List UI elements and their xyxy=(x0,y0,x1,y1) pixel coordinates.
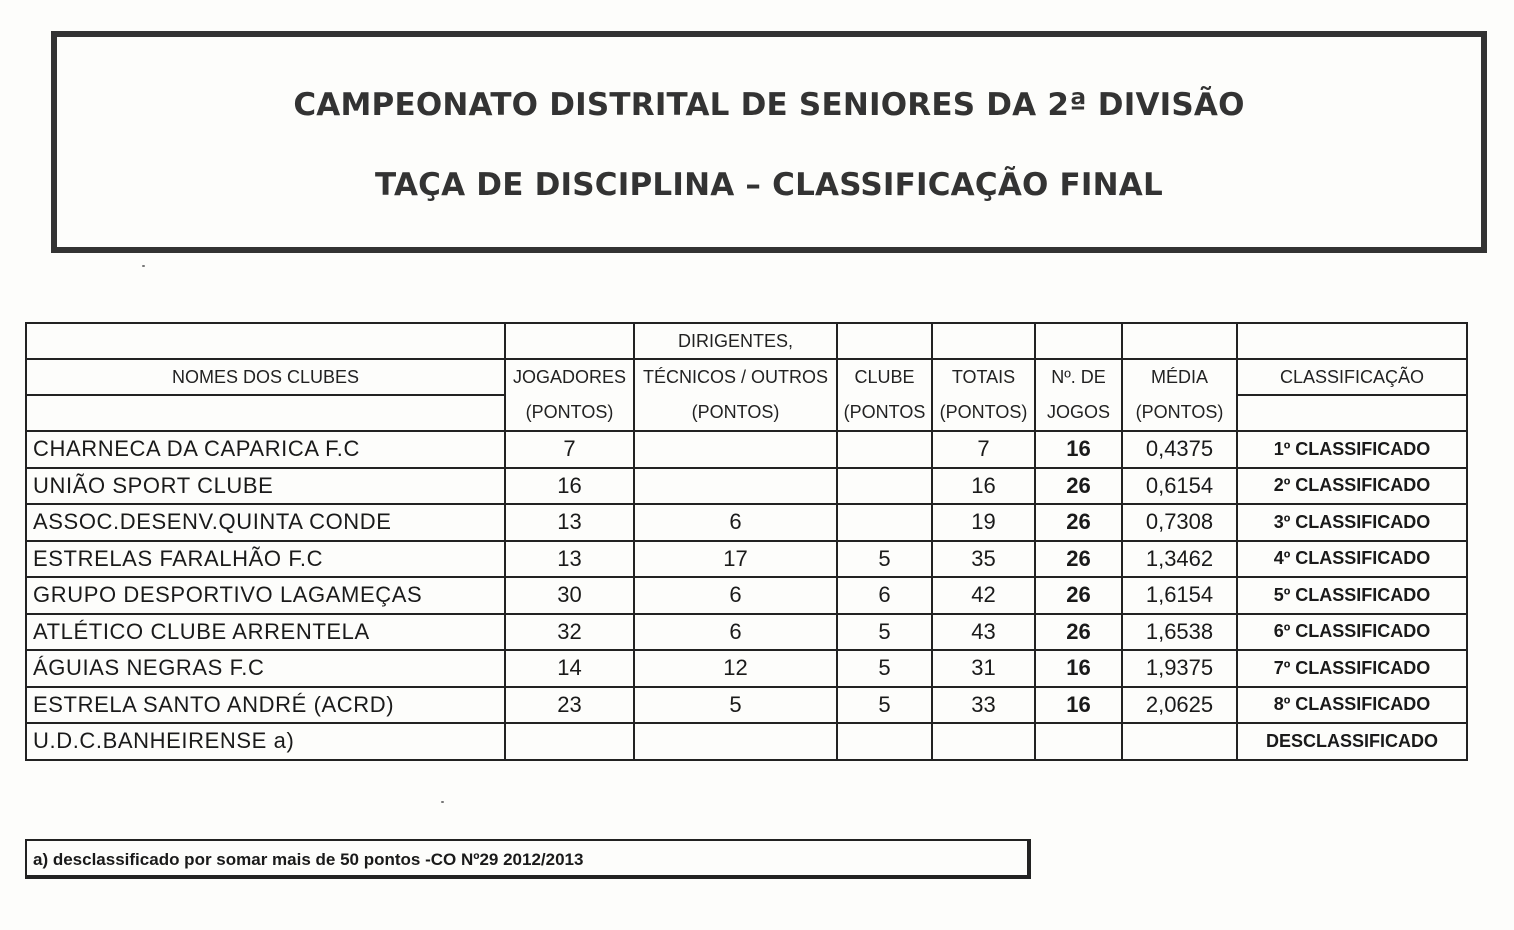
club-name: GRUPO DESPORTIVO LAGAMEÇAS xyxy=(26,577,505,614)
games-count: 26 xyxy=(1035,468,1122,505)
header-cell xyxy=(1035,323,1122,359)
average-points: 1,9375 xyxy=(1122,650,1237,687)
header-cell xyxy=(505,323,634,359)
average-points: 1,6154 xyxy=(1122,577,1237,614)
total-points: 35 xyxy=(932,541,1035,578)
title-line-1: CAMPEONATO DISTRITAL DE SENIORES DA 2ª DIVISÃO xyxy=(293,87,1245,123)
footnote: a) desclassificado por somar mais de 50 pontos -CO Nº29 2012/2013 xyxy=(25,839,1031,879)
clube-points: 6 xyxy=(837,577,932,614)
table-row xyxy=(26,687,1467,724)
total-points: 7 xyxy=(932,431,1035,468)
club-name: CHARNECA DA CAPARICA F.C xyxy=(26,431,505,468)
directors-points xyxy=(634,468,837,505)
clube-points: 5 xyxy=(837,614,932,651)
header-players-1: JOGADORES xyxy=(505,359,634,395)
header-cell xyxy=(837,323,932,359)
classification: 7º CLASSIFICADO xyxy=(1237,650,1467,687)
header-clube-1: CLUBE xyxy=(837,359,932,395)
total-points: 31 xyxy=(932,650,1035,687)
club-name: ESTRELA SANTO ANDRÉ (ACRD) xyxy=(26,687,505,724)
games-count: 26 xyxy=(1035,614,1122,651)
header-players-2: (PONTOS) xyxy=(505,395,634,431)
header-totals-2: (PONTOS) xyxy=(932,395,1035,431)
directors-points: 12 xyxy=(634,650,837,687)
header-directors-3: (PONTOS) xyxy=(634,395,837,431)
directors-points xyxy=(634,431,837,468)
table-row xyxy=(26,577,1467,614)
clube-points xyxy=(837,723,932,760)
games-count: 16 xyxy=(1035,650,1122,687)
players-points: 7 xyxy=(505,431,634,468)
total-points: 33 xyxy=(932,687,1035,724)
club-name: UNIÃO SPORT CLUBE xyxy=(26,468,505,505)
players-points: 13 xyxy=(505,504,634,541)
header-totals-1: TOTAIS xyxy=(932,359,1035,395)
standings-table xyxy=(25,322,1468,761)
classification: 3º CLASSIFICADO xyxy=(1237,504,1467,541)
average-points: 1,3462 xyxy=(1122,541,1237,578)
total-points: 43 xyxy=(932,614,1035,651)
average-points: 0,4375 xyxy=(1122,431,1237,468)
club-name: ASSOC.DESENV.QUINTA CONDE xyxy=(26,504,505,541)
average-points: 0,7308 xyxy=(1122,504,1237,541)
title-box xyxy=(51,31,1487,253)
players-points: 13 xyxy=(505,541,634,578)
classification: 2º CLASSIFICADO xyxy=(1237,468,1467,505)
classification: 6º CLASSIFICADO xyxy=(1237,614,1467,651)
header-cell xyxy=(26,395,505,431)
header-cell xyxy=(1237,395,1467,431)
average-points xyxy=(1122,723,1237,760)
clube-points: 5 xyxy=(837,541,932,578)
directors-points: 6 xyxy=(634,614,837,651)
table-row xyxy=(26,614,1467,651)
header-row-2 xyxy=(26,359,1467,395)
classification: 1º CLASSIFICADO xyxy=(1237,431,1467,468)
scan-speck xyxy=(142,265,145,267)
classification: 4º CLASSIFICADO xyxy=(1237,541,1467,578)
header-cell xyxy=(26,323,505,359)
header-directors-2: TÉCNICOS / OUTROS xyxy=(634,359,837,395)
club-name: U.D.C.BANHEIRENSE a) xyxy=(26,723,505,760)
clube-points: 5 xyxy=(837,687,932,724)
title-line-2: TAÇA DE DISCIPLINA – CLASSIFICAÇÃO FINAL xyxy=(375,167,1163,203)
header-games-1: Nº. DE xyxy=(1035,359,1122,395)
total-points: 42 xyxy=(932,577,1035,614)
games-count: 26 xyxy=(1035,541,1122,578)
header-cell xyxy=(1237,323,1467,359)
games-count xyxy=(1035,723,1122,760)
games-count: 16 xyxy=(1035,431,1122,468)
table-row xyxy=(26,541,1467,578)
players-points: 32 xyxy=(505,614,634,651)
players-points: 30 xyxy=(505,577,634,614)
directors-points: 6 xyxy=(634,577,837,614)
table-row xyxy=(26,723,1467,760)
classification: 8º CLASSIFICADO xyxy=(1237,687,1467,724)
players-points xyxy=(505,723,634,760)
total-points: 19 xyxy=(932,504,1035,541)
games-count: 26 xyxy=(1035,577,1122,614)
club-name: ATLÉTICO CLUBE ARRENTELA xyxy=(26,614,505,651)
header-clube-2: (PONTOS xyxy=(837,395,932,431)
club-name: ÁGUIAS NEGRAS F.C xyxy=(26,650,505,687)
header-games-2: JOGOS xyxy=(1035,395,1122,431)
header-average-1: MÉDIA xyxy=(1122,359,1237,395)
clube-points: 5 xyxy=(837,650,932,687)
directors-points: 6 xyxy=(634,504,837,541)
header-cell xyxy=(1122,323,1237,359)
directors-points: 5 xyxy=(634,687,837,724)
header-classification: CLASSIFICAÇÃO xyxy=(1237,359,1467,395)
club-name: ESTRELAS FARALHÃO F.C xyxy=(26,541,505,578)
table-row xyxy=(26,650,1467,687)
header-cell xyxy=(932,323,1035,359)
average-points: 0,6154 xyxy=(1122,468,1237,505)
players-points: 23 xyxy=(505,687,634,724)
clube-points xyxy=(837,468,932,505)
directors-points xyxy=(634,723,837,760)
classification: DESCLASSIFICADO xyxy=(1237,723,1467,760)
clube-points xyxy=(837,504,932,541)
header-average-2: (PONTOS) xyxy=(1122,395,1237,431)
players-points: 16 xyxy=(505,468,634,505)
table-row xyxy=(26,504,1467,541)
header-club: NOMES DOS CLUBES xyxy=(26,359,505,395)
classification: 5º CLASSIFICADO xyxy=(1237,577,1467,614)
directors-points: 17 xyxy=(634,541,837,578)
header-directors-1: DIRIGENTES, xyxy=(634,323,837,359)
games-count: 16 xyxy=(1035,687,1122,724)
header-row-3 xyxy=(26,395,1467,431)
average-points: 1,6538 xyxy=(1122,614,1237,651)
total-points xyxy=(932,723,1035,760)
players-points: 14 xyxy=(505,650,634,687)
clube-points xyxy=(837,431,932,468)
header-row-1 xyxy=(26,323,1467,359)
games-count: 26 xyxy=(1035,504,1122,541)
total-points: 16 xyxy=(932,468,1035,505)
table-row xyxy=(26,431,1467,468)
average-points: 2,0625 xyxy=(1122,687,1237,724)
table-row xyxy=(26,468,1467,505)
scan-speck xyxy=(441,801,444,803)
